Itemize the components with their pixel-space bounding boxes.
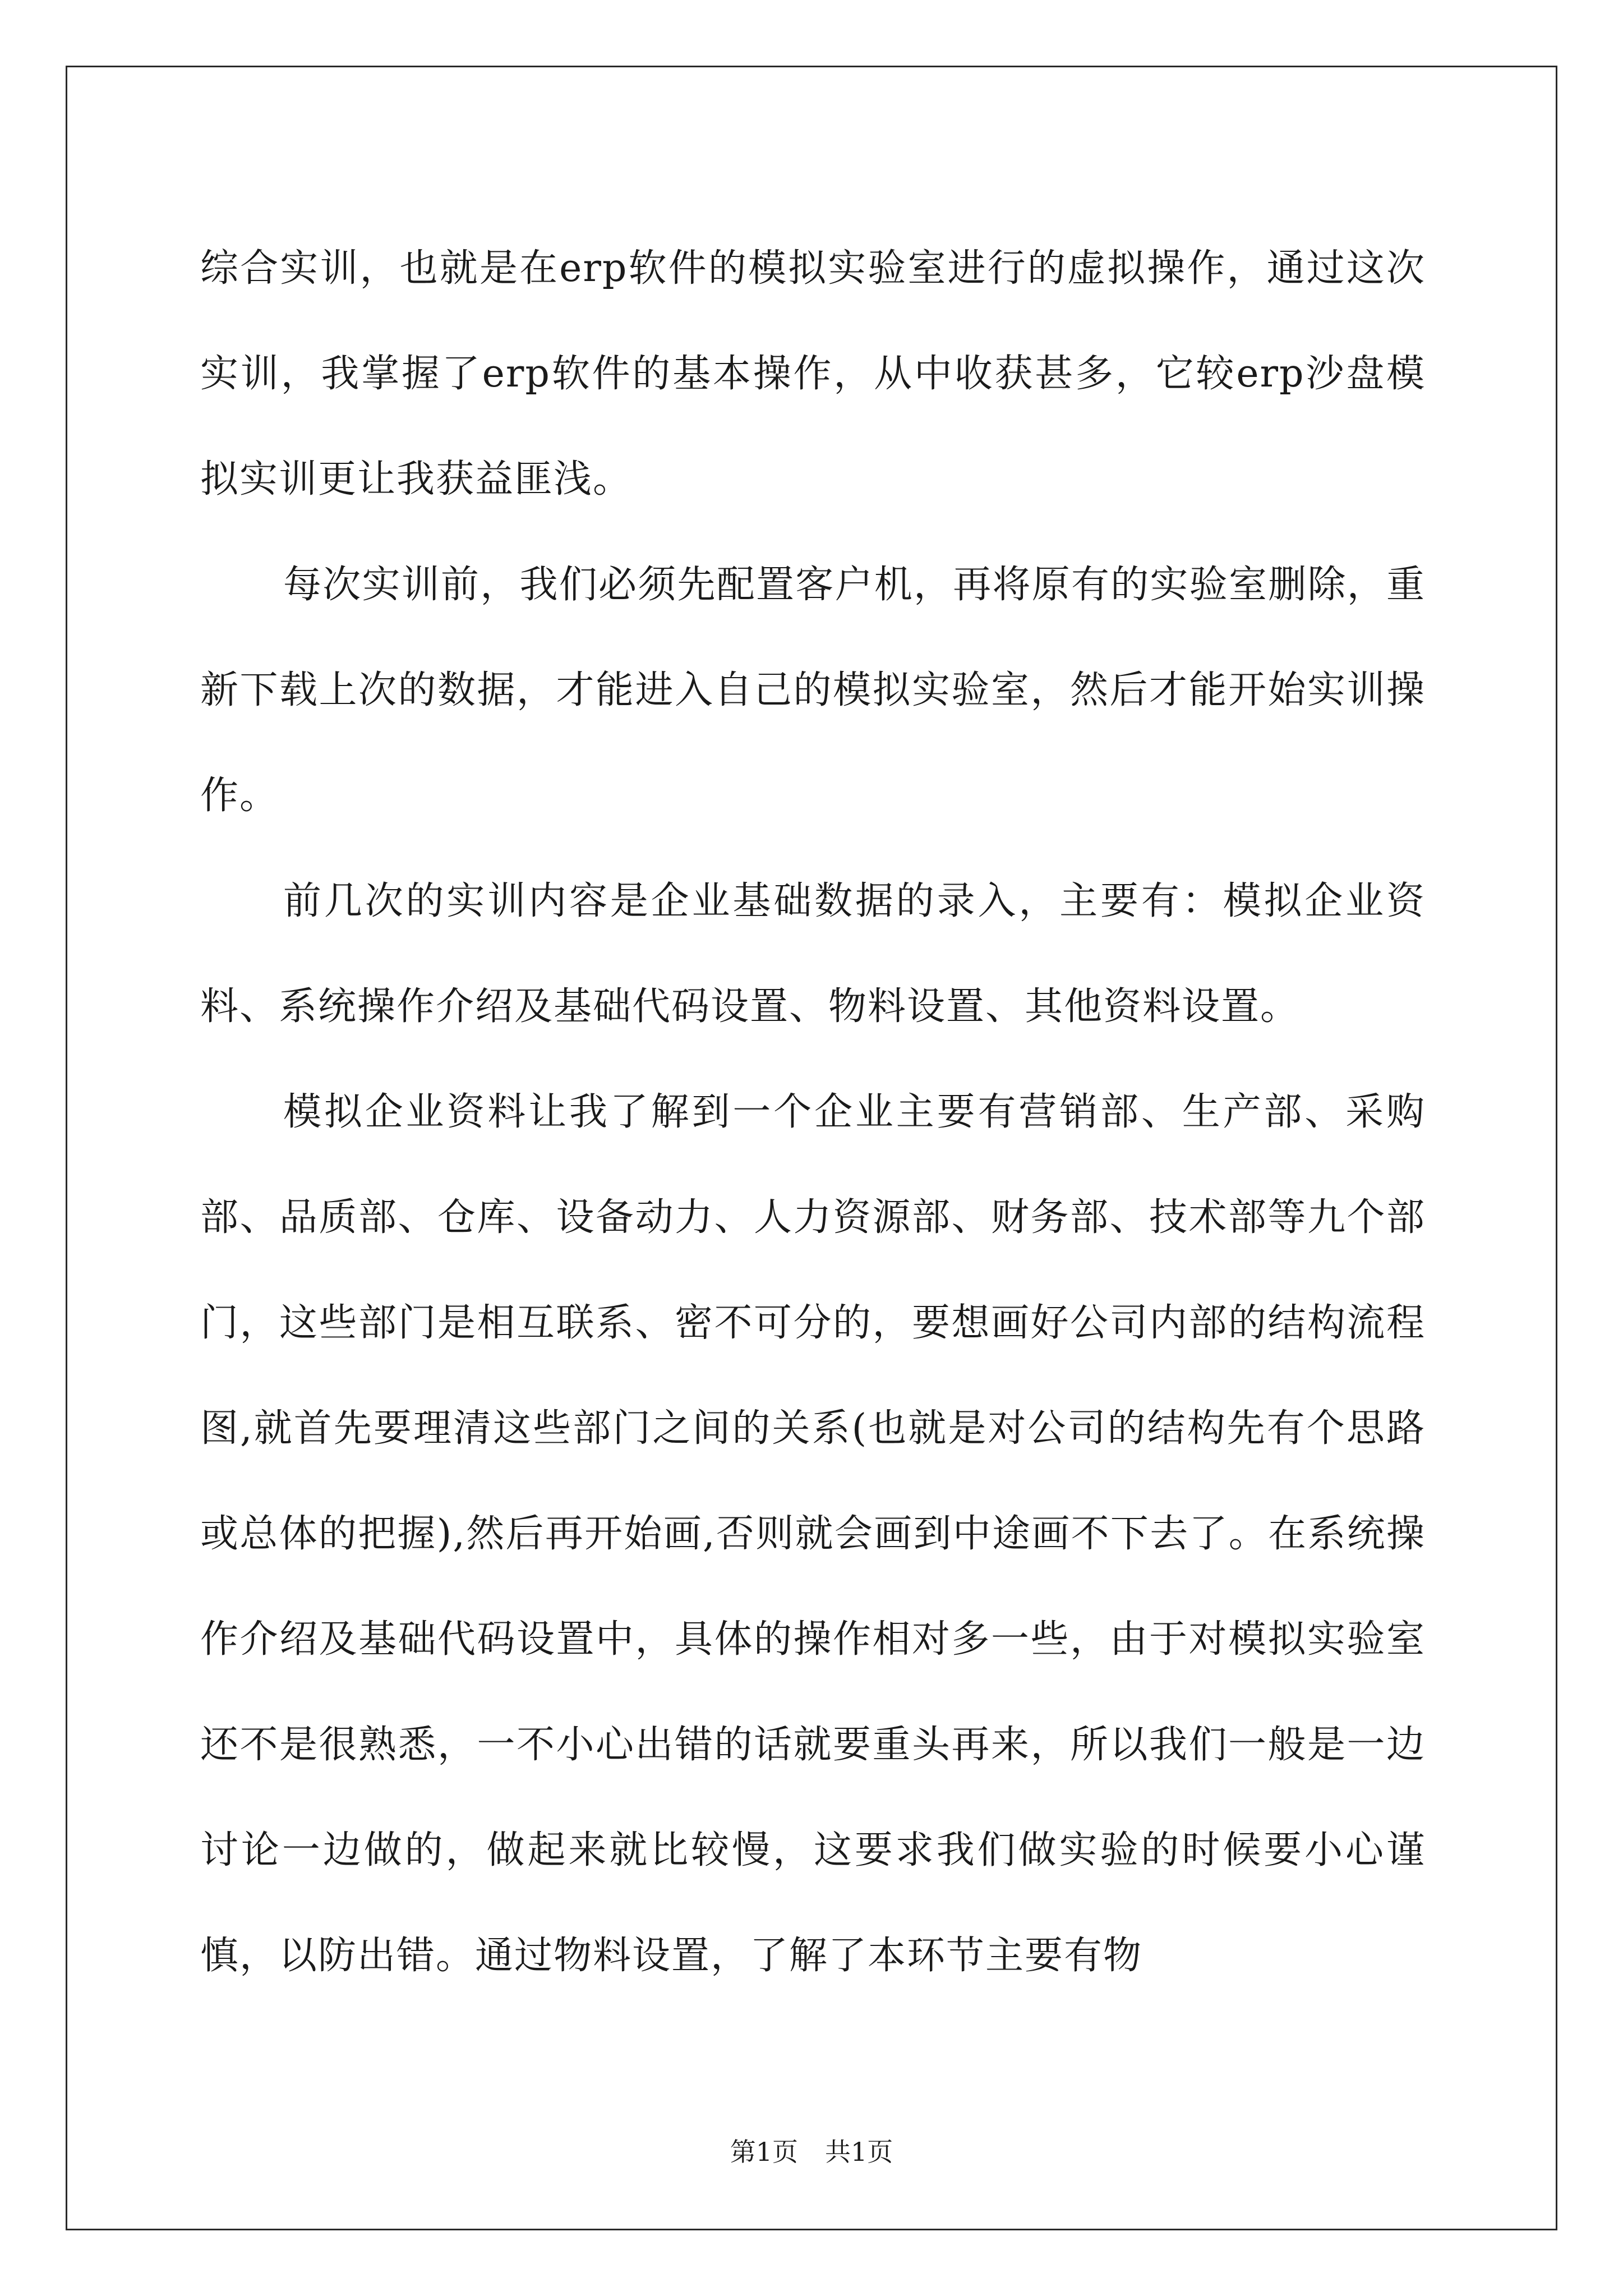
document-body [200, 216, 1426, 2009]
paragraph-3: 前几次的实训内容是企业基础数据的录入，主要有：模拟企业资料、系统操作介绍及基础代码设置、物料设置、其他资料设置。 [200, 879, 1426, 1029]
page-footer [0, 2132, 1623, 2169]
page-number: 第1页 [730, 2137, 798, 2167]
page-total: 共1页 [825, 2137, 893, 2167]
paragraph-4: 模拟企业资料让我了解到一个企业主要有营销部、生产部、采购部、品质部、仓库、设备动力、人力资源部、财务部、技术部等九个部门，这些部门是相互联系、密不可分的，要想画好公司内部的结构流程图,就首先要理清这些部门之间的关系(也就是对公司的结构先有个思路或总体的把握),然后再开始画,否则就会画到中途画不下去了。在系统操作介绍及基础代码设置中，具体的操作相对多一些，由于对模拟实验室还不是很熟悉，一不小心出错的话就要重头再来，所以我们一般是一边讨论一边做的，做起来就比较慢，这要求我们做实验的时候要小心谨慎，以防出错。通过物料设置，了解了本环节主要有物 [200, 1090, 1426, 1978]
paragraph-2: 每次实训前，我们必须先配置客户机，再将原有的实验室删除，重新下载上次的数据，才能进入自己的模拟实验室，然后才能开始实训操作。 [200, 563, 1426, 818]
paragraph-1: 综合实训，也就是在erp软件的模拟实验室进行的虚拟操作，通过这次实训，我掌握了erp软件的基本操作，从中收获甚多，它较erp沙盘模拟实训更让我获益匪浅。 [200, 246, 1426, 501]
